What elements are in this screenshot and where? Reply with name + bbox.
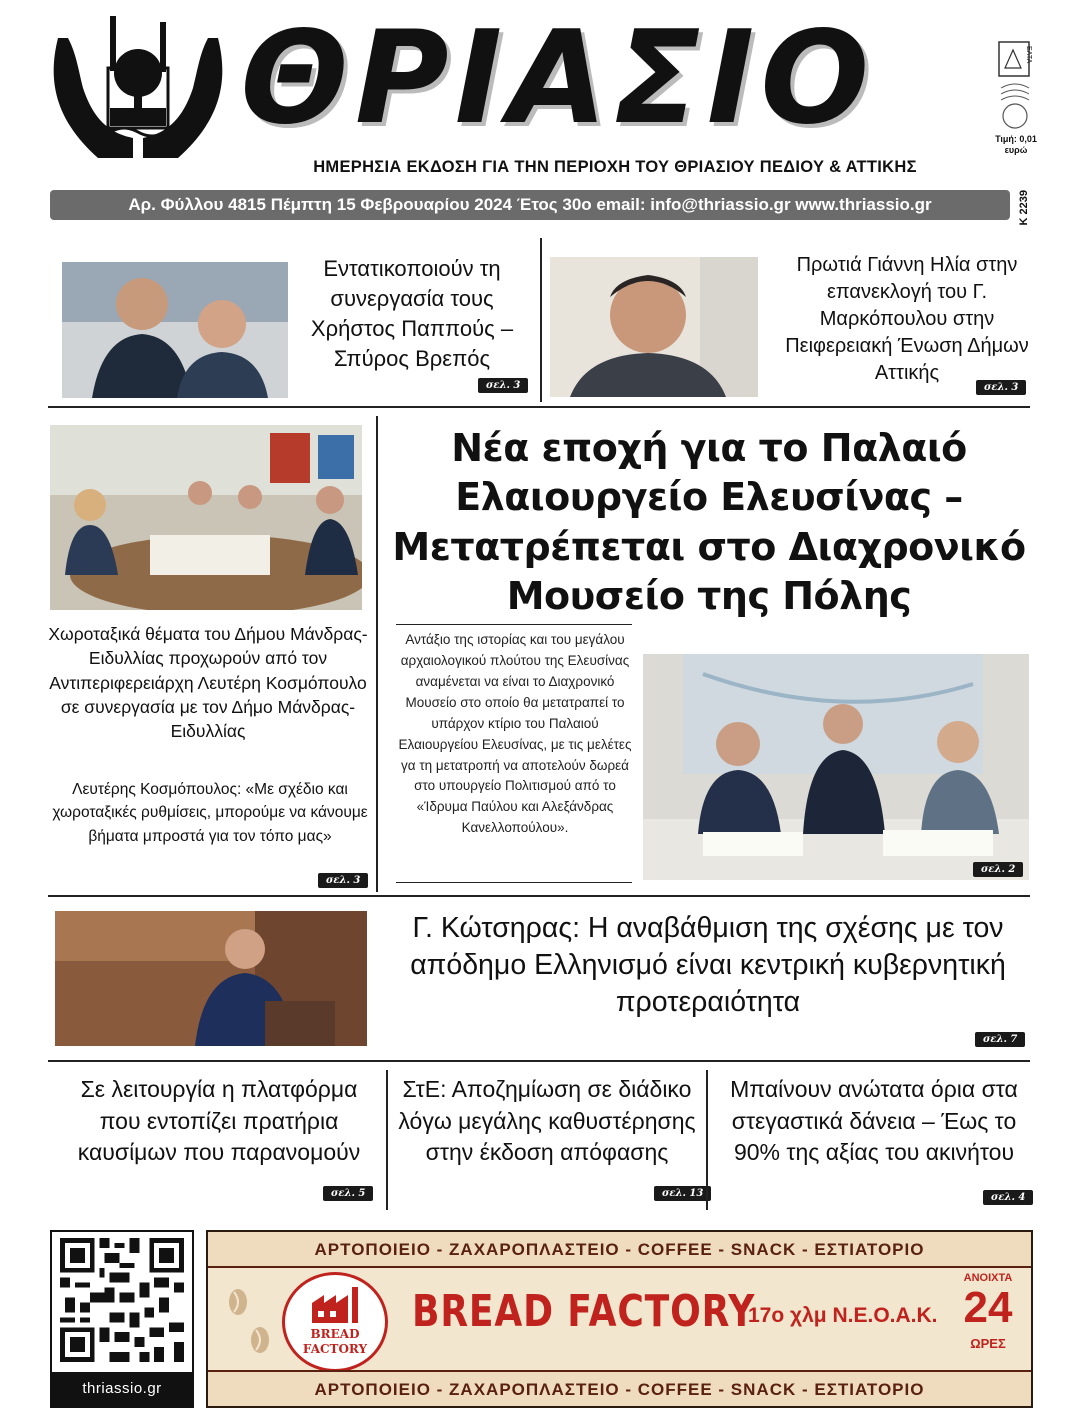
stamp-text: ΕΛΤΑ xyxy=(1025,46,1032,64)
page-ref-fuel-stations: σελ. 5 xyxy=(323,1186,373,1201)
main-body: Αντάξιο της ιστορίας και του μεγάλου αρχαιολογικού πλούτου της Ελευσίνας αναμένεται να είναι το Διαχρονικό Μουσείο στο οποίο θα μετατραπεί το υπάρχον κτίριο του Παλαιού Ελαιουργείου Ελευσίνας, με τις μελέτες γα τη μετατροπή να αποτελούν δωρεά στο υπουργείο Πολιτισμού από το «Ίδρυμα Παύλου και Αλεξάνδρας Κανελλοπούλου». xyxy=(398,632,632,836)
issue-code: K 2239 xyxy=(1018,190,1030,226)
page-ref-ste-compensation: σελ. 13 xyxy=(654,1186,711,1201)
photo-pappous-vrepos xyxy=(62,262,288,398)
page-ref-top-left: σελ. 3 xyxy=(478,378,528,393)
price: Τιμή: 0,01 ευρώ xyxy=(995,134,1037,155)
headline-ste-compensation: ΣτΕ: Αποζημίωση σε διάδικο λόγω μεγάλης καθυστέρησης στην έκδοση απόφασης xyxy=(398,1076,696,1166)
postage-stamp xyxy=(995,40,1037,160)
headline-kotsiras: Γ. Κώτσηρας: Η αναβάθμιση της σχέσης με τον απόδημο Ελληνισμό είναι κεντρική κυβερνητική προτεραιότητα xyxy=(410,912,1006,1019)
main-headline: Νέα εποχή για το Παλαιό Ελαιουργείο Ελευσίνας – Μετατρέπεται στο Διαχρονικό Μουσείο της Πόλης xyxy=(392,426,1026,619)
logo-line-2: FACTORY xyxy=(302,1342,368,1356)
newspaper-logo xyxy=(38,8,238,168)
ad-location: 17ο χλμ Ν.Ε.Ο.Α.Κ. xyxy=(748,1304,938,1327)
coffee-bean-icon xyxy=(220,1280,280,1370)
row-divider-1 xyxy=(48,406,1030,408)
page-ref-kotsiras: σελ. 7 xyxy=(975,1032,1025,1047)
caption-kosmopoulos: Χωροταξικά θέματα του Δήμου Μάνδρας-Ειδυλλίας προχωρούν από τον Αντιπεριφερειάρχη Λευτέρη Κοσμόπουλο σε συνεργασία με τον Δήμο Μάνδρας-Ειδυλλίας xyxy=(48,624,368,742)
ad-hours: 24 xyxy=(963,1283,1013,1332)
photo-museum-signing xyxy=(643,654,1029,880)
main-body-rule-bottom xyxy=(396,882,632,883)
row-divider-3 xyxy=(48,1060,1030,1062)
ad-ticker-top-bg xyxy=(208,1232,1031,1268)
page-ref-housing-loans: σελ. 4 xyxy=(983,1190,1033,1205)
ad-ticker-bottom-bg xyxy=(208,1370,1031,1408)
column-divider-top xyxy=(540,238,542,402)
page-ref-top-right: σελ. 3 xyxy=(976,380,1026,395)
masthead xyxy=(0,0,1083,235)
quote-kosmopoulos: Λευτέρης Κοσμόπουλος: «Με σχέδιο και χωροταξικές ρυθμίσεις, μπορούμε να κάνουμε βήματα μπροστά για τον τόπο μας» xyxy=(52,781,368,845)
photo-markopoulos xyxy=(550,257,758,397)
photo-kotsiras xyxy=(55,911,367,1046)
issue-line: Αρ. Φύλλου 4815 Πέμπτη 15 Φεβρουαρίου 2024 Έτος 30ο email: info@thriassio.gr www.thriassio.gr xyxy=(128,195,932,214)
ad-hours-box xyxy=(956,1272,1020,1372)
ad-hours-label: ΩΡΕΣ xyxy=(970,1336,1006,1351)
ad-brand-name: BREAD FACTORY xyxy=(412,1286,756,1337)
ad-ticker-top: ΑΡΤΟΠΟΙΕΙΟ - ΖΑΧΑΡΟΠΛΑΣΤΕΙΟ - COFFEE - SNACK - ΕΣΤΙΑΤΟΡΙΟ xyxy=(314,1240,925,1259)
bread-factory-ad[interactable] xyxy=(206,1230,1033,1408)
ad-ticker-bottom: ΑΡΤΟΠΟΙΕΙΟ - ΖΑΧΑΡΟΠΛΑΣΤΕΙΟ - COFFEE - SNACK - ΕΣΤΙΑΤΟΡΙΟ xyxy=(314,1380,925,1399)
newspaper-title: ΘΡΙΑΣΙΟ xyxy=(240,4,876,153)
ad-open-label: ΑΝΟΙΧΤΑ xyxy=(963,1272,1013,1284)
headline-fuel-stations: Σε λειτουργία η πλατφόρμα που εντοπίζει πρατήρια καυσίμων που παρανομούν xyxy=(77,1076,361,1166)
logo-line-1: BREAD xyxy=(310,1327,360,1341)
column-divider-bottom-2 xyxy=(706,1070,708,1210)
headline-pappous-vrepos: Εντατικοποιούν τη συνεργασία τους Χρήστος Παππούς – Σπύρος Βρεπός xyxy=(310,256,514,372)
page-ref-left-middle: σελ. 3 xyxy=(318,873,368,888)
main-body-rule-top xyxy=(396,624,632,625)
headline-markopoulos: Πρωτιά Γιάννη Ηλία στην επανεκλογή του Γ. Μαρκόπουλου στην Πειφερειακή Ένωση Δήμων Αττικής xyxy=(785,254,1029,384)
qr-box[interactable] xyxy=(50,1230,194,1408)
bread-factory-logo xyxy=(282,1272,388,1372)
column-divider-middle xyxy=(376,416,378,892)
qr-label: thriassio.gr xyxy=(52,1372,192,1406)
subtitle: ΗΜΕΡΗΣΙΑ ΕΚΔΟΣΗ ΓΙΑ ΤΗΝ ΠΕΡΙΟΧΗ ΤΟΥ ΘΡΙΑΣΙΟΥ ΠΕΔΙΟΥ & ΑΤΤΙΚΗΣ xyxy=(313,158,917,176)
page-ref-main: σελ. 2 xyxy=(973,862,1023,877)
factory-icon xyxy=(308,1285,364,1325)
photo-kosmopoulos-meeting xyxy=(50,425,362,610)
qr-code-icon[interactable] xyxy=(60,1238,184,1362)
column-divider-bottom-1 xyxy=(386,1070,388,1210)
headline-housing-loans: Μπαίνουν ανώτατα όρια στα στεγαστικά δάνεια – Έως το 90% της αξίας του ακινήτου xyxy=(730,1076,1018,1166)
issue-bar xyxy=(50,190,1010,220)
row-divider-2 xyxy=(48,895,1030,897)
